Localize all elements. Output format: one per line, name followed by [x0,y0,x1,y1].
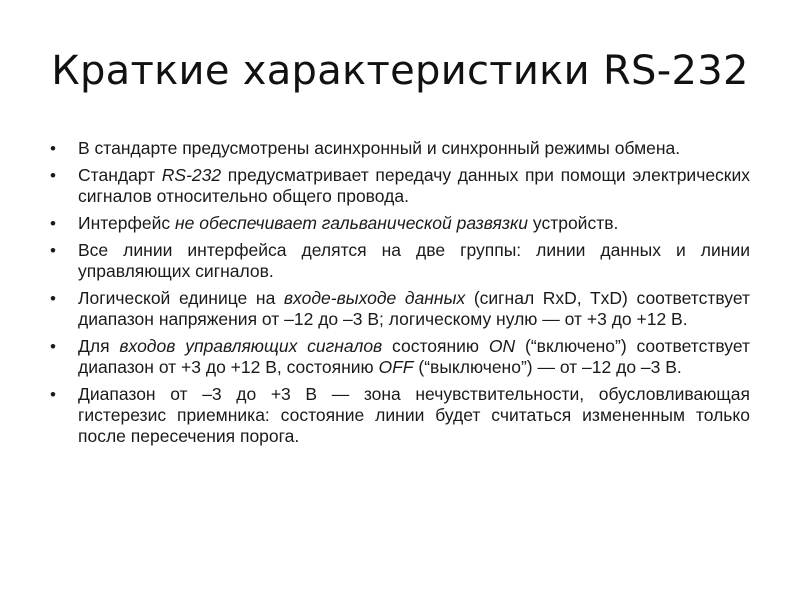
bullet-list [50,138,750,453]
bullet-item [50,213,750,234]
bullet-text: В стандарте предусмотрены асинхронный и синхронный режимы обмена. [78,138,681,158]
bullet-text: (“выключено”) — от –12 до –3 В. [413,357,682,377]
slide-title: Краткие характеристики RS-232 [51,48,749,94]
bullet-emphasis-text: входе-выходе данных [283,288,466,308]
bullet-emphasis-text: OFF [378,357,414,377]
bullet-item [50,336,750,378]
bullet-text: Логической единице на [78,288,284,308]
bullet-text: устройств. [528,213,619,233]
bullet-text: Стандарт [78,165,162,185]
bullet-text: Диапазон от –3 до +3 В — зона нечувствительности, обусловливающая гистерезис приемника: состояние линии будет считаться измененным только после пересечения порога. [78,384,750,446]
bullet-emphasis-text: RS-232 [161,165,222,185]
bullet-text: состоянию [382,336,489,356]
bullet-marker: • [50,385,56,404]
bullet-text: предусматривает передачу данных при помощи электрических сигналов относительно общего провода. [78,165,750,206]
bullet-marker: • [50,139,56,158]
bullet-item [50,288,750,330]
bullet-emphasis-text: входов управляющих сигналов [119,336,383,356]
bullet-item [50,240,750,282]
bullet-marker: • [50,337,56,356]
bullet-text: (сигнал RxD, TxD) соответствует диапазон напряжения от –12 до –3 В; логическому нулю — от +3 до +12 В. [78,288,751,329]
bullet-item [50,165,750,207]
bullet-text: Для [78,336,120,356]
bullet-marker: • [50,241,56,260]
bullet-item [50,138,750,159]
bullet-emphasis-text: ON [488,336,516,356]
bullet-item [50,384,750,447]
bullet-emphasis-text: не обеспечивает гальванической развязки [175,213,529,233]
bullet-text: (“включено”) соответствует диапазон от +3 до +12 В, состоянию [78,336,751,377]
bullet-marker: • [50,214,56,233]
bullet-marker: • [50,289,56,308]
bullet-marker: • [50,166,56,185]
bullet-text: Интерфейс [78,213,176,233]
bullet-text: Все линии интерфейса делятся на две группы: линии данных и линии управляющих сигналов. [78,240,750,281]
